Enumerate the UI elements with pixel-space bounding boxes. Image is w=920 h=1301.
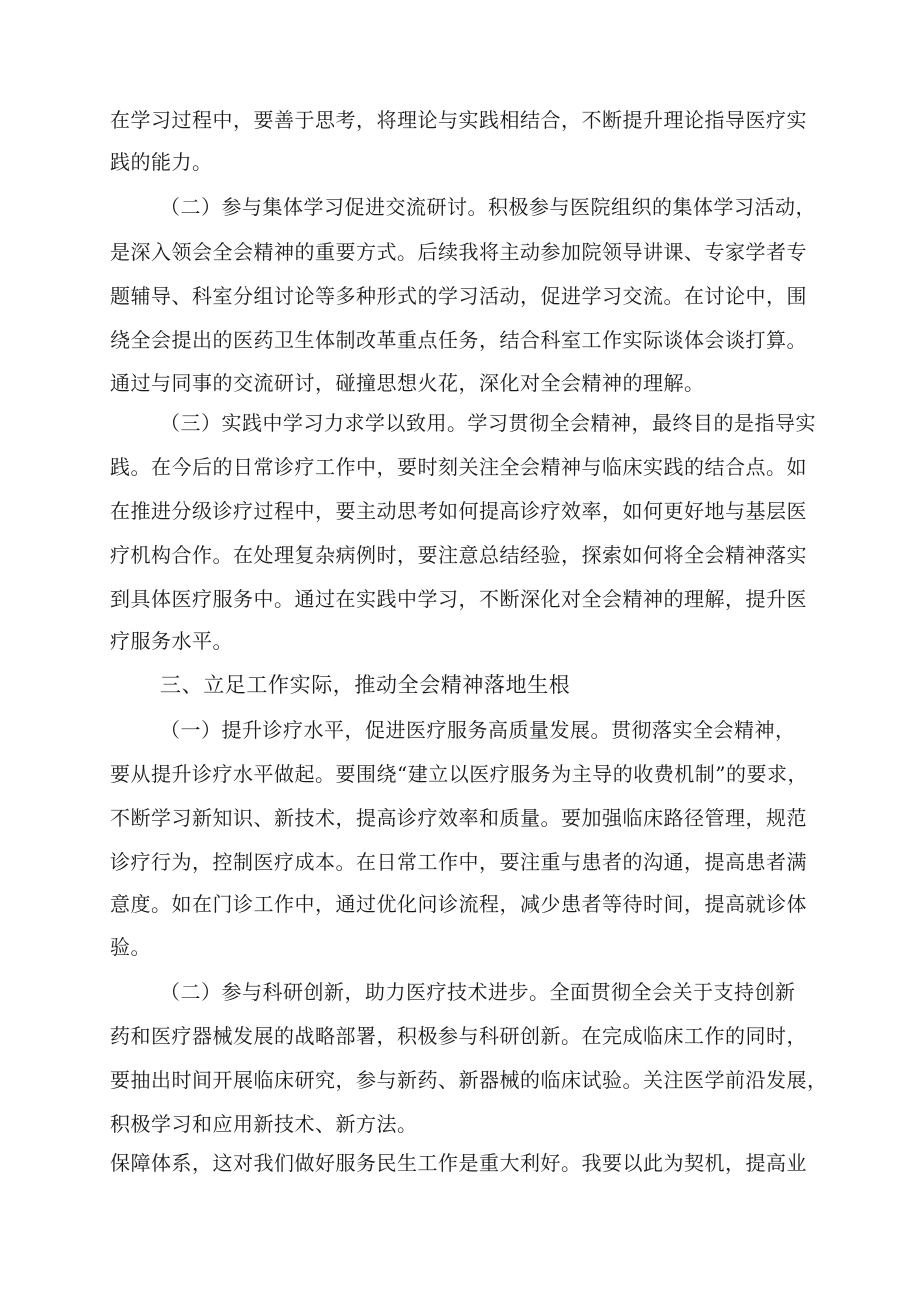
text-line: 在推进分级诊疗过程中，要主动思考如何提高诊疗效率，如何更好地与基层医 <box>110 499 807 523</box>
text-line: 是深入领会全会精神的重要方式。后续我将主动参加院领导讲课、专家学者专 <box>110 240 807 264</box>
text-line: 积极学习和应用新技术、新方法。 <box>110 1112 418 1136</box>
text-line: 疗机构合作。在处理复杂病例时，要注意总结经验，探索如何将全会精神落实 <box>110 543 807 567</box>
paragraph-start-line: （二）参与集体学习促进交流研讨。积极参与医院组织的集体学习活动， <box>160 195 816 219</box>
text-line: 药和医疗器械发展的战略部署，积极参与科研创新。在完成临床工作的同时， <box>110 1024 807 1048</box>
text-line: 通过与同事的交流研讨，碰撞思想火花，深化对全会精神的理解。 <box>110 371 705 395</box>
text-line: 诊疗行为，控制医疗成本。在日常工作中，要注重与患者的沟通，提高患者满 <box>110 850 807 874</box>
paragraph-start-line: （一）提升诊疗水平，促进医疗服务高质量发展。贯彻落实全会精神， <box>160 718 796 742</box>
text-line: 要抽出时间开展临床研究，参与新药、新器械的临床试验。关注医学前沿发展， <box>110 1068 828 1092</box>
text-line: 保障体系，这对我们做好服务民生工作是重大利好。我要以此为契机，提高业 <box>110 1151 807 1175</box>
text-line: 在学习过程中，要善于思考，将理论与实践相结合，不断提升理论指导医疗实 <box>110 108 807 132</box>
text-line: 疗服务水平。 <box>110 629 233 653</box>
text-line: 到具体医疗服务中。通过在实践中学习，不断深化对全会精神的理解，提升医 <box>110 587 807 611</box>
text-line: 验。 <box>110 935 151 959</box>
text-line: 要从提升诊疗水平做起。要围绕“建立以医疗服务为主导的收费机制”的要求， <box>110 762 808 786</box>
text-line: 绕全会提出的医药卫生体制改革重点任务，结合科室工作实际谈体会谈打算。 <box>110 328 807 352</box>
section-heading: 三、立足工作实际，推动全会精神落地生根 <box>160 673 571 697</box>
text-line: 践的能力。 <box>110 150 213 174</box>
paragraph-start-line: （二）参与科研创新，助力医疗技术进步。全面贯彻全会关于支持创新 <box>160 980 796 1004</box>
text-line: 不断学习新知识、新技术，提高诊疗效率和质量。要加强临床路径管理，规范 <box>110 806 807 830</box>
text-line: 题辅导、科室分组讨论等多种形式的学习活动，促进学习交流。在讨论中，围 <box>110 284 807 308</box>
text-line: 意度。如在门诊工作中，通过优化问诊流程，减少患者等待时间，提高就诊体 <box>110 892 807 916</box>
paragraph-start-line: （三）实践中学习力求学以致用。学习贯彻全会精神，最终目的是指导实 <box>160 411 816 435</box>
text-line: 践。在今后的日常诊疗工作中，要时刻关注全会精神与临床实践的结合点。如 <box>110 455 807 479</box>
